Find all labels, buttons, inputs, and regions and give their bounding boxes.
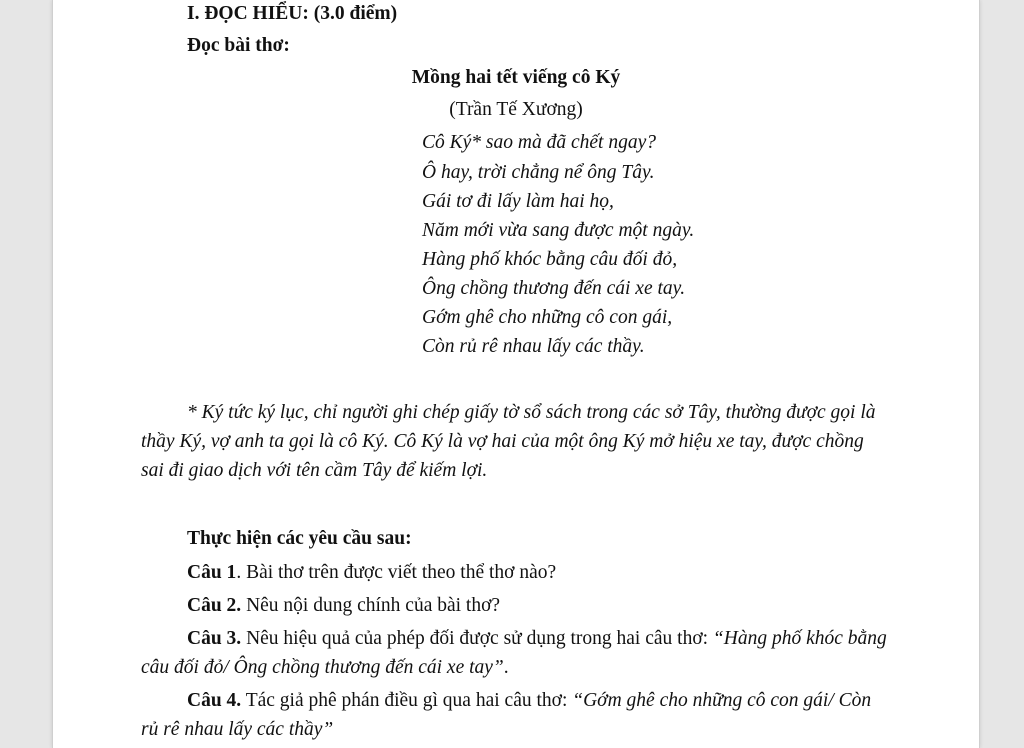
question-3-continued [141,656,509,680]
question-3 [187,627,887,651]
poem-line: Gái tơ đi lấy làm hai họ, [422,191,614,212]
question-text: Nêu nội dung chính của bài thơ? [241,595,501,616]
question-label: Câu 1 [187,562,237,583]
poem-line: Ô hay, trời chẳng nể ông Tây. [422,162,655,183]
footnote-line: thầy Ký, vợ anh ta gọi là cô Ký. Cô Ký là vợ hai của một ông Ký mở hiệu xe tay, được chồng [141,431,864,452]
footnote-line: sai đi giao dịch với tên cầm Tây để kiếm lợi. [141,460,488,481]
reading-instruction: Đọc bài thơ: [187,35,290,56]
poem-line: Cô Ký* sao mà đã chết ngay? [422,132,656,153]
document-page [52,0,980,748]
poem-author: (Trần Tế Xương) [449,99,583,120]
question-text: . Bài thơ trên được viết theo thể thơ nào? [236,562,557,583]
question-quote: câu đối đỏ/ Ông chồng thương đến cái xe tay” [141,657,504,678]
question-end: . [503,657,509,678]
section-heading: I. ĐỌC HIỂU: (3.0 điểm) [187,3,398,24]
poem-line: Hàng phố khóc bằng câu đối đỏ, [422,249,678,270]
question-label: Câu 3. [187,628,242,649]
question-label: Câu 2. [187,595,242,616]
poem-line: Ông chồng thương đến cái xe tay. [422,278,686,299]
question-text: Tác giả phê phán điều gì qua hai câu thơ: [241,690,573,711]
question-quote: “Hàng phố khóc bằng [712,628,887,649]
question-4 [187,689,871,713]
tasks-heading: Thực hiện các yêu cầu sau: [187,528,412,549]
poem-line: Năm mới vừa sang được một ngày. [422,220,695,241]
question-1 [187,561,556,585]
question-quote: “Gớm ghê cho những cô con gái/ Còn [572,690,872,711]
poem-line: Gớm ghê cho những cô con gái, [422,307,673,328]
poem-title: Mồng hai tết viếng cô Ký [411,67,621,88]
question-label: Câu 4. [187,690,242,711]
poem-line: Còn rủ rê nhau lấy các thầy. [422,336,645,357]
question-2 [187,594,500,618]
question-4-continued [141,718,333,742]
question-text: Nêu hiệu quả của phép đối được sử dụng trong hai câu thơ: [241,628,713,649]
question-quote: rủ rê nhau lấy các thầy” [141,719,334,740]
footnote-line: * Ký tức ký lục, chỉ người ghi chép giấy tờ sổ sách trong các sở Tây, thường được gọi là [187,402,876,423]
